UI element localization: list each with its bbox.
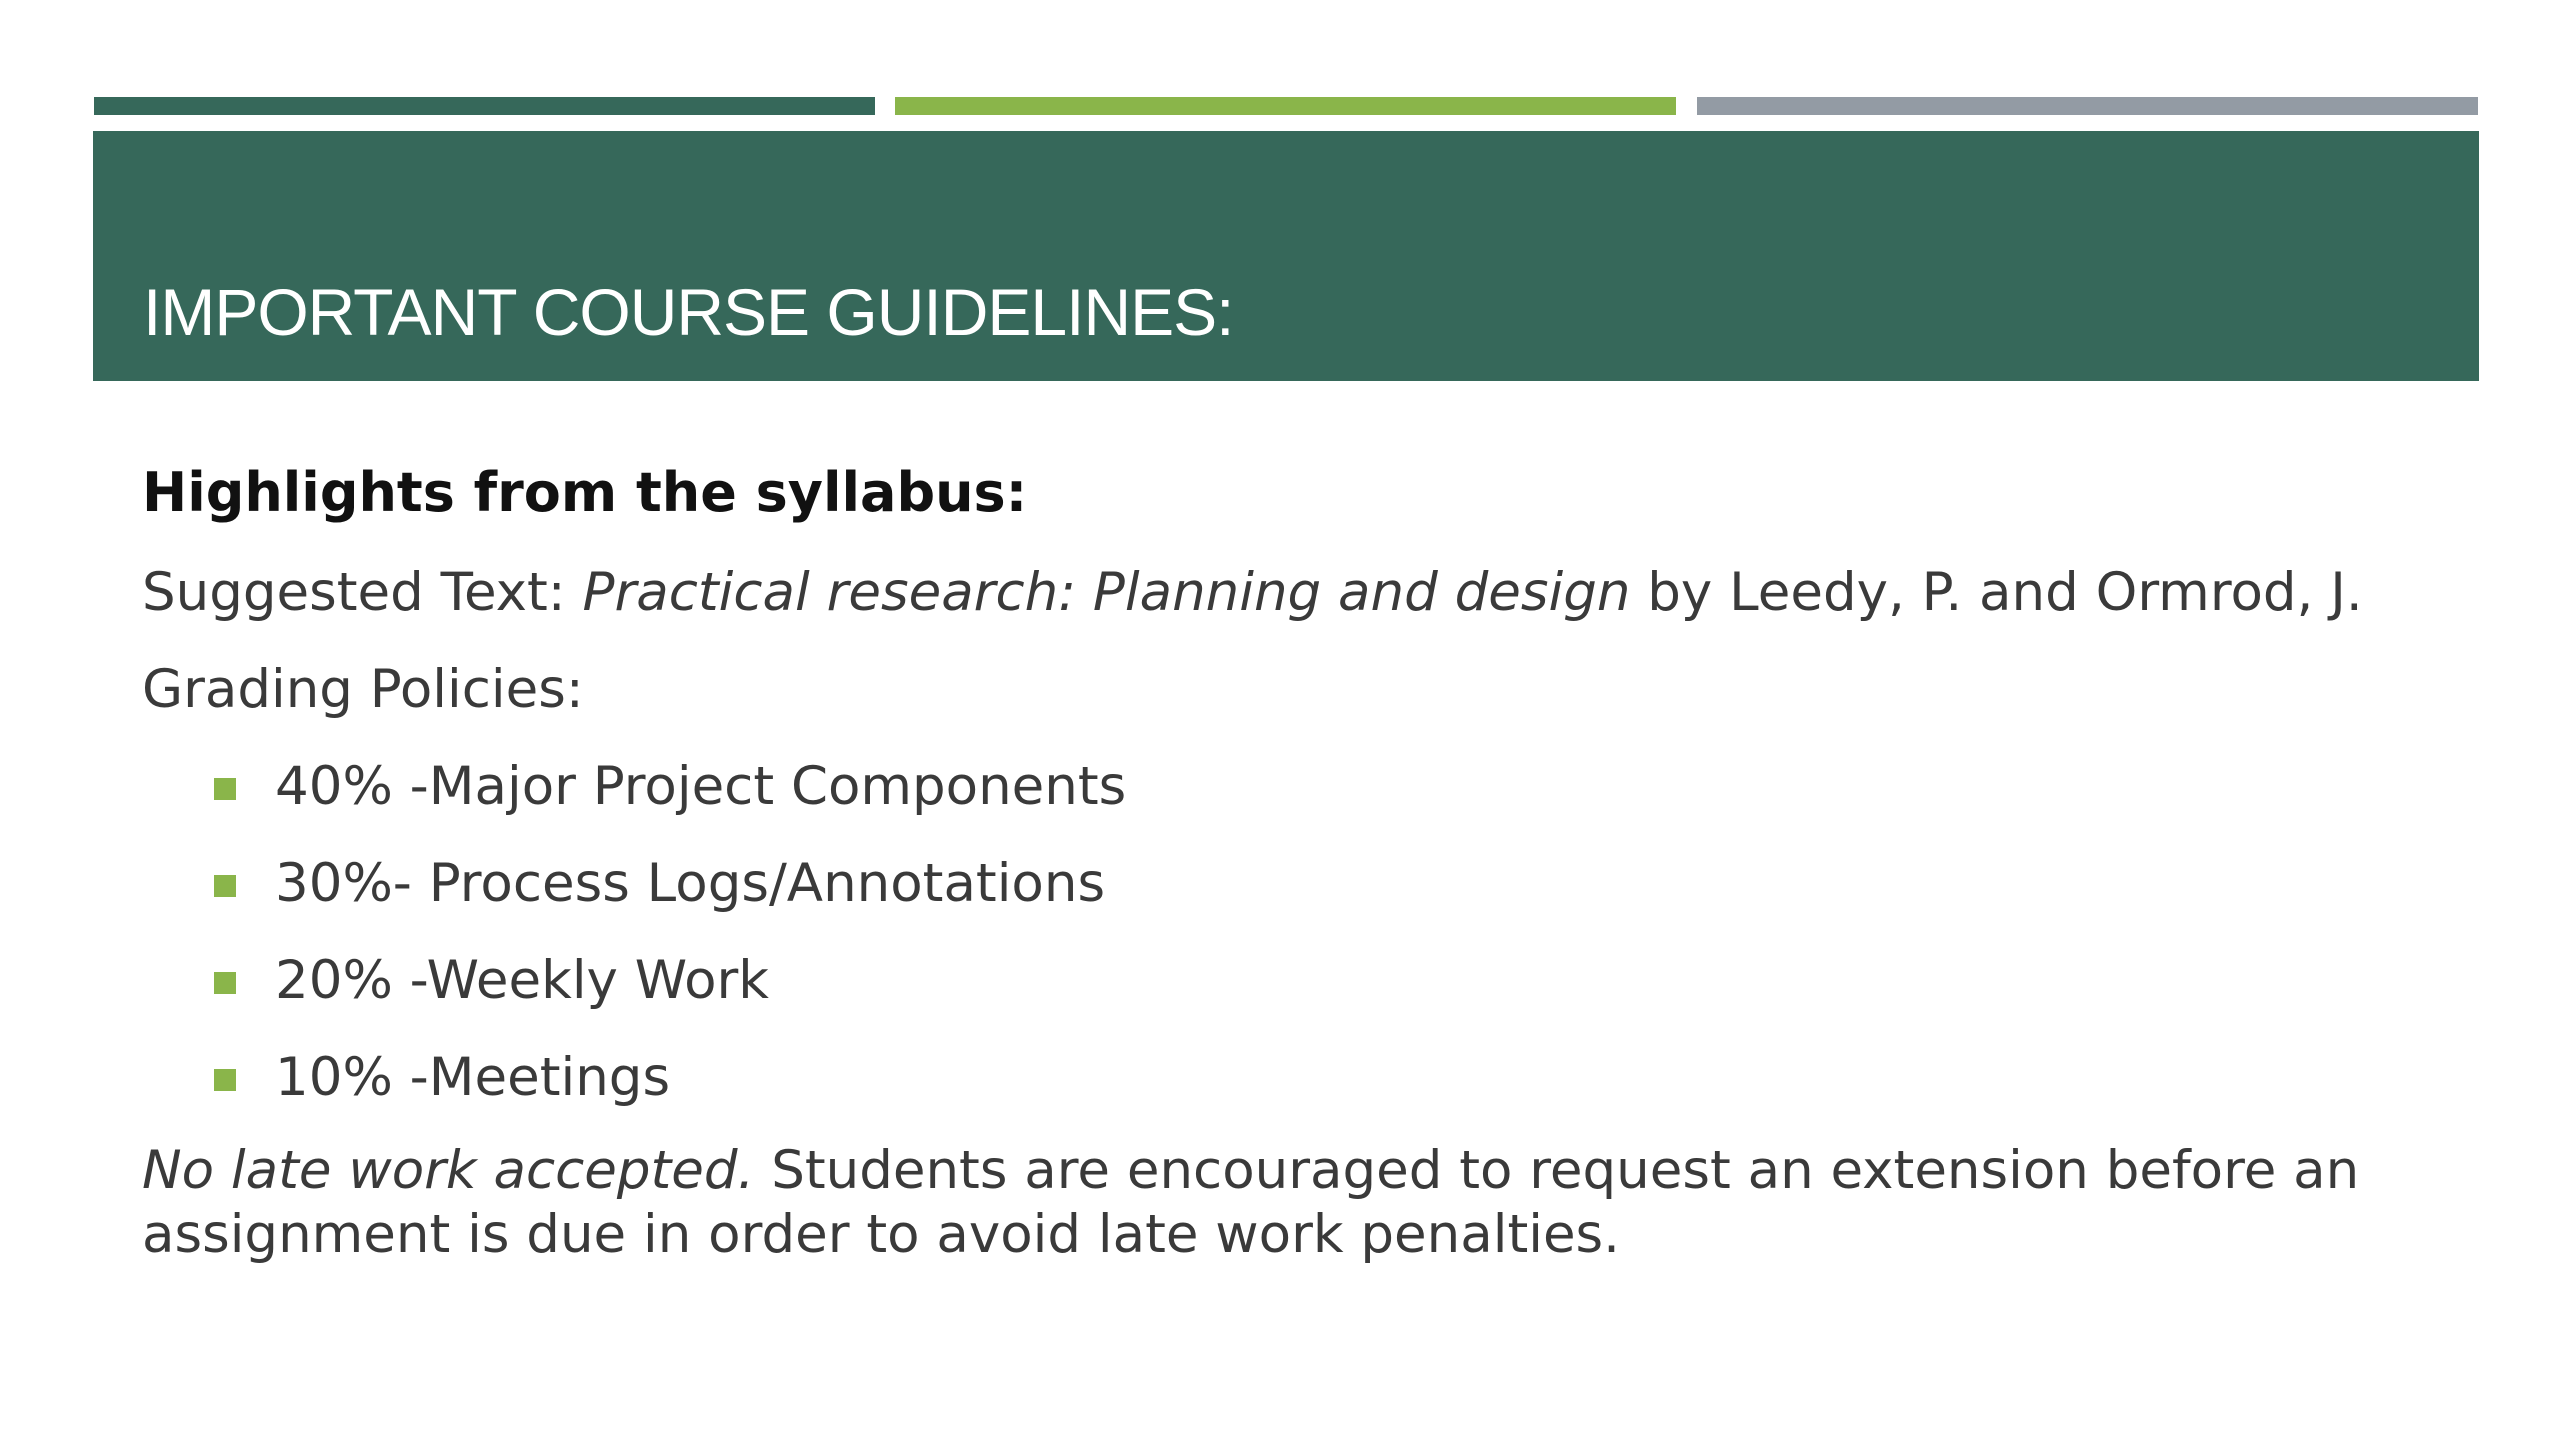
slide-body [142,455,2452,1267]
grading-item-text: 40% -Major Project Components [275,756,1127,817]
list-item [142,945,2452,1017]
late-work-policy [142,1139,2452,1267]
decor-bar-lime [895,97,1676,115]
square-bullet-icon [214,972,236,994]
book-authors: by Leedy, P. and Ormrod, J. [1630,562,2363,623]
grading-list [142,751,2452,1114]
section-heading: Highlights from the syllabus: [142,461,1028,524]
grading-item-text: 20% -Weekly Work [275,950,769,1011]
grading-label: Grading Policies: [142,659,584,720]
list-item [142,848,2452,920]
square-bullet-icon [214,875,236,897]
square-bullet-icon [214,1069,236,1091]
title-band [93,131,2479,381]
decor-bar-green [94,97,875,115]
late-work-emphasis: No late work accepted. [142,1140,755,1201]
list-item [142,1042,2452,1114]
suggested-text-line [142,557,2452,629]
slide-title: IMPORTANT COURSE GUIDELINES: [143,275,1234,349]
book-title: Practical research: Planning and design [582,562,1631,623]
decor-bar-gray [1697,97,2478,115]
square-bullet-icon [214,778,236,800]
grading-item-text: 30%- Process Logs/Annotations [275,853,1106,914]
list-item [142,751,2452,823]
suggested-text-label: Suggested Text: [142,562,583,623]
grading-item-text: 10% -Meetings [275,1047,671,1108]
late-work-text: Students are encouraged to request an extension before an assignment is due in order to avoid late work penalties. [142,1140,2360,1265]
